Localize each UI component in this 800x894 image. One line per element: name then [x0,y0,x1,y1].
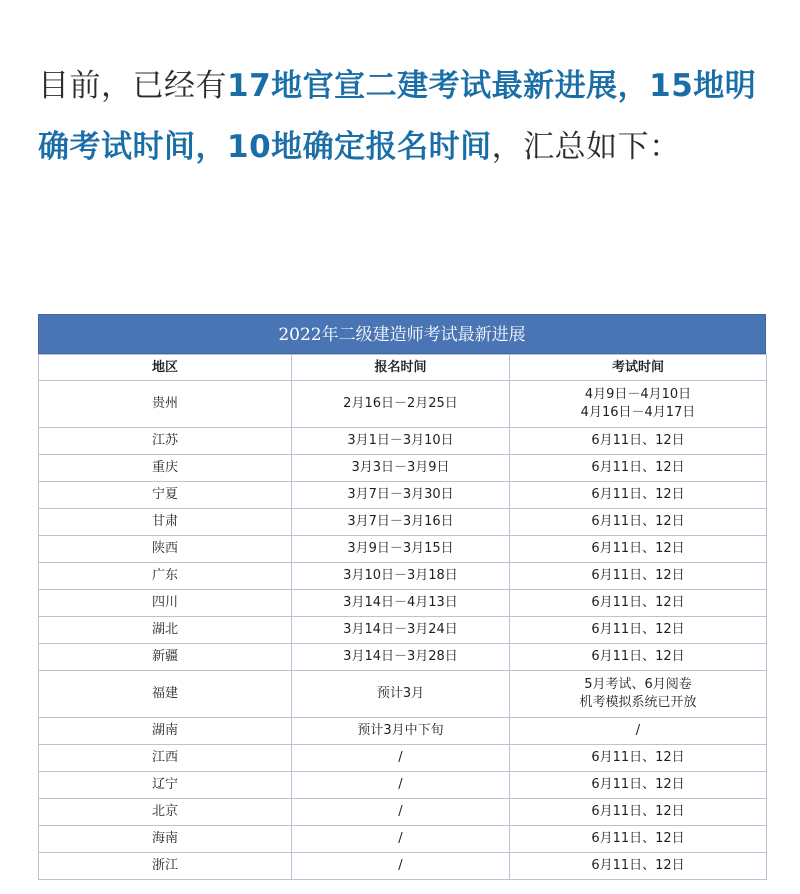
cell-region: 湖北 [39,617,292,644]
cell-exam-time [510,455,767,482]
cell-registration-time: / [292,826,510,853]
table-row [39,718,767,745]
cell-exam-time [510,563,767,590]
cell-region: 重庆 [39,455,292,482]
cell-registration-time: 3月10日－3月18日 [292,563,510,590]
table-row [39,772,767,799]
exam-progress-table [38,314,766,880]
table-row [39,536,767,563]
cell-region: 广东 [39,563,292,590]
cell-exam-time [510,853,767,880]
cell-registration-time: 3月14日－3月28日 [292,644,510,671]
table-row [39,799,767,826]
exam-time-line: 6月11日、12日 [591,649,685,664]
cell-region: 海南 [39,826,292,853]
exam-time-line: 6月11日、12日 [591,514,685,529]
exam-time-line: 6月11日、12日 [591,858,685,873]
exam-time-line: / [635,723,641,738]
cell-region: 甘肃 [39,509,292,536]
exam-time-line: 6月11日、12日 [591,460,685,475]
table-row [39,617,767,644]
cell-exam-time [510,671,767,718]
cell-exam-time [510,772,767,799]
cell-registration-time: 3月7日－3月30日 [292,482,510,509]
cell-registration-time: / [292,799,510,826]
table-row [39,853,767,880]
table-row [39,563,767,590]
table-row [39,590,767,617]
cell-registration-time: 3月9日－3月15日 [292,536,510,563]
exam-time-line: 6月11日、12日 [591,831,685,846]
cell-registration-time: 3月14日－4月13日 [292,590,510,617]
cell-registration-time: 2月16日－2月25日 [292,381,510,428]
cell-registration-time: / [292,853,510,880]
intro-paragraph [38,56,778,178]
cell-exam-time [510,536,767,563]
cell-registration-time: 预计3月中下旬 [292,718,510,745]
cell-exam-time [510,826,767,853]
table-row [39,826,767,853]
cell-region: 新疆 [39,644,292,671]
cell-region: 四川 [39,590,292,617]
cell-exam-time [510,799,767,826]
exam-time-line: 机考模拟系统已开放 [579,695,697,710]
table-row [39,745,767,772]
cell-region: 浙江 [39,853,292,880]
table-row [39,509,767,536]
exam-time-line: 5月考试、6月阅卷 [584,677,692,692]
cell-region: 江西 [39,745,292,772]
exam-time-line: 6月11日、12日 [591,777,685,792]
exam-time-line: 6月11日、12日 [591,804,685,819]
cell-exam-time [510,381,767,428]
cell-registration-time: 3月3日－3月9日 [292,455,510,482]
exam-time-line: 6月11日、12日 [591,541,685,556]
table-row [39,428,767,455]
intro-text-end: ，汇总如下： [491,129,681,165]
cell-registration-time: / [292,772,510,799]
table-header-row [39,355,767,381]
table-row [39,482,767,509]
exam-time-line: 4月16日－4月17日 [580,405,696,420]
cell-exam-time [510,482,767,509]
header-exam-time: 考试时间 [510,355,767,381]
cell-exam-time [510,428,767,455]
cell-exam-time [510,590,767,617]
exam-time-line: 4月9日－4月10日 [584,387,692,402]
cell-exam-time [510,718,767,745]
table-title: 2022年二级建造师考试最新进展 [38,314,766,354]
table-row [39,381,767,428]
header-region: 地区 [39,355,292,381]
exam-time-line: 6月11日、12日 [591,568,685,583]
cell-registration-time: 3月14日－3月24日 [292,617,510,644]
cell-region: 辽宁 [39,772,292,799]
table-body [39,381,767,880]
exam-time-line: 6月11日、12日 [591,433,685,448]
cell-exam-time [510,509,767,536]
exam-time-line: 6月11日、12日 [591,595,685,610]
cell-region: 宁夏 [39,482,292,509]
cell-region: 湖南 [39,718,292,745]
cell-region: 陕西 [39,536,292,563]
cell-region: 江苏 [39,428,292,455]
cell-registration-time: / [292,745,510,772]
exam-time-line: 6月11日、12日 [591,487,685,502]
exam-time-line: 6月11日、12日 [591,750,685,765]
table-row [39,671,767,718]
table-row [39,455,767,482]
cell-exam-time [510,745,767,772]
cell-registration-time: 预计3月 [292,671,510,718]
cell-region: 福建 [39,671,292,718]
cell-registration-time: 3月1日－3月10日 [292,428,510,455]
cell-registration-time: 3月7日－3月16日 [292,509,510,536]
cell-region: 北京 [39,799,292,826]
intro-text-start: 目前，已经有 [38,68,227,104]
cell-region: 贵州 [39,381,292,428]
intro-highlight: 17地官宣二建考试最新进展，15地明确考试时间，10地确定报名时间 [38,68,757,165]
table-row [39,644,767,671]
header-registration-time: 报名时间 [292,355,510,381]
exam-time-line: 6月11日、12日 [591,622,685,637]
cell-exam-time [510,617,767,644]
data-table [38,354,767,880]
cell-exam-time [510,644,767,671]
